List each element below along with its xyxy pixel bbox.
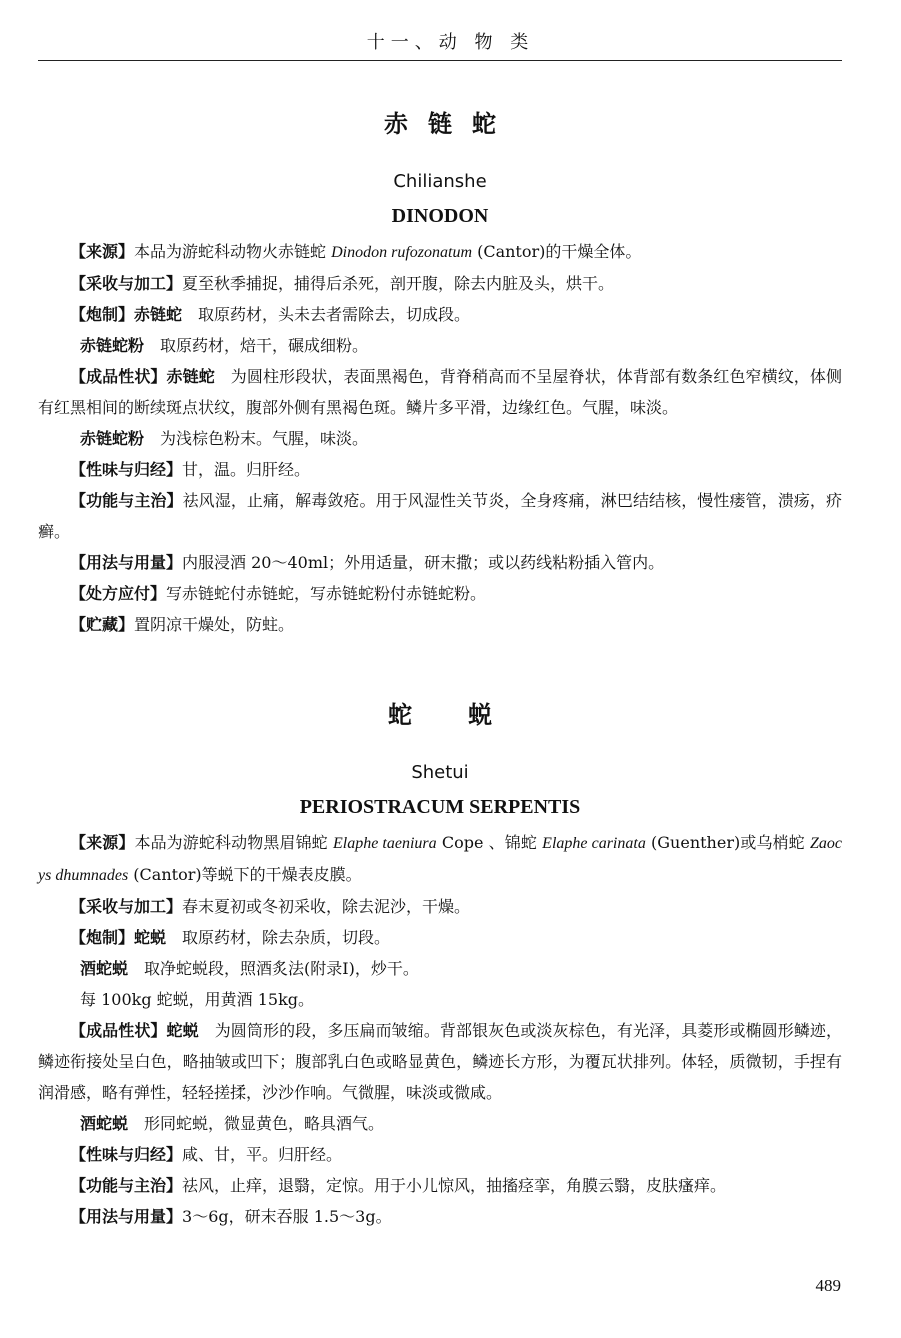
characteristics-subparagraph xyxy=(38,1108,842,1139)
section-label: 【性味与归经】 xyxy=(70,1145,183,1164)
subitem-label: 赤链蛇 xyxy=(166,367,215,386)
entry-latin-name: PERIOSTRACUM SERPENTIS xyxy=(299,796,581,818)
running-head: 十一、动 物 类 xyxy=(366,32,535,53)
entry-pinyin: Chilianshe xyxy=(393,171,487,192)
paragraph-text: 取原药材，头未去者需除去，切成段。 xyxy=(198,305,471,324)
paragraph-text: 为圆筒形的段，多压扁而皱缩。背部银灰色或淡灰棕色，有光泽，具菱形或椭圆形鳞迹，鳞迹衔接处呈白色，略抽皱或凹下；腹部乳白色或略显黄色，鳞迹长方形，为覆瓦状排列。体轻，质微韧，手捏有润滑感，略有弹性，轻轻搓揉，沙沙作响。气微腥，味淡或微咸。 xyxy=(38,1021,842,1102)
paragraph-text: 3～6g，研末吞服 1.5～3g。 xyxy=(182,1207,392,1226)
paragraph-text: 写赤链蛇付赤链蛇，写赤链蛇粉付赤链蛇粉。 xyxy=(166,584,487,603)
processing-subparagraph xyxy=(38,330,842,361)
subitem-label: 蛇蜕 xyxy=(134,928,167,947)
harvest-paragraph xyxy=(38,891,842,922)
section-label: 【功能与主治】 xyxy=(70,491,183,510)
paragraph-text: 取原药材，除去杂质，切段。 xyxy=(182,928,391,947)
subitem-label: 酒蛇蜕 xyxy=(80,1114,129,1133)
paragraph-text: 为浅棕色粉末。气腥，味淡。 xyxy=(160,429,369,448)
paragraph-text: (Cantor)等蜕下的干燥表皮膜。 xyxy=(128,865,362,884)
section-label: 【采收与加工】 xyxy=(70,897,183,916)
section-label: 【功能与主治】 xyxy=(70,1176,183,1195)
paragraph-text: 形同蛇蜕，微显黄色，略具酒气。 xyxy=(144,1114,385,1133)
paragraph-text: 夏至秋季捕捉，捕得后杀死，剖开腹，除去内脏及头，烘干。 xyxy=(182,274,615,293)
entry-title: 蛇蜕 xyxy=(388,700,548,729)
species-name: Zaocys dhumnades xyxy=(38,835,842,884)
paragraph-text: Cope 、锦蛇 xyxy=(436,833,543,852)
section-label: 【成品性状】 xyxy=(70,367,167,386)
source-paragraph xyxy=(38,236,842,268)
characteristics-paragraph xyxy=(38,361,842,423)
characteristics-subparagraph xyxy=(38,423,842,454)
storage-paragraph xyxy=(38,609,842,640)
paragraph-text: 内服浸酒 20～40ml；外用适量，研末撒；或以药线粘粉插入管内。 xyxy=(182,553,665,572)
paragraph-text: (Cantor)的干燥全体。 xyxy=(472,242,642,261)
header-rule xyxy=(38,60,842,61)
subitem-label: 酒蛇蜕 xyxy=(80,959,129,978)
section-label: 【用法与用量】 xyxy=(70,553,183,572)
paragraph-text: 取原药材，焙干，碾成细粉。 xyxy=(160,336,369,355)
section-label: 【处方应付】 xyxy=(70,584,167,603)
paragraph-text: 本品为游蛇科动物火赤链蛇 xyxy=(134,242,332,261)
paragraph-text: 祛风湿，止痛，解毒敛疮。用于风湿性关节炎，全身疼痛，淋巴结结核，慢性瘘管，溃疡，疥癣。 xyxy=(38,491,842,541)
paragraph-text: 置阴凉干燥处，防蛀。 xyxy=(134,615,295,634)
subitem-label: 赤链蛇 xyxy=(134,305,183,324)
prescription-paragraph xyxy=(38,578,842,609)
processing-note xyxy=(38,984,842,1015)
paragraph-text: 为圆柱形段状，表面黑褐色，背脊稍高而不呈屋脊状，体背部有数条红色窄横纹，体侧有红黑相间的断续斑点状纹，腹部外侧有黑褐色斑。鳞片多平滑，边缘红色。气腥，味淡。 xyxy=(38,367,842,417)
section-label: 【来源】 xyxy=(70,242,135,261)
section-label: 【来源】 xyxy=(70,833,135,852)
species-name: Dinodon rufozonatum xyxy=(331,244,473,261)
paragraph-text: 取净蛇蜕段，照酒炙法(附录Ⅰ)，炒干。 xyxy=(144,959,419,978)
nature-paragraph xyxy=(38,1139,842,1170)
subitem-label: 赤链蛇粉 xyxy=(80,429,145,448)
species-name: Elaphe carinata xyxy=(542,835,646,852)
entry-pinyin: Shetui xyxy=(411,762,469,783)
usage-paragraph xyxy=(38,547,842,578)
source-paragraph xyxy=(38,827,842,891)
processing-paragraph xyxy=(38,299,842,330)
entry-shetui xyxy=(38,695,842,1232)
nature-paragraph xyxy=(38,454,842,485)
processing-subparagraph xyxy=(38,953,842,984)
page-number: 489 xyxy=(815,1276,841,1295)
subitem-label: 赤链蛇粉 xyxy=(80,336,145,355)
section-label: 【用法与用量】 xyxy=(70,1207,183,1226)
section-label: 【炮制】 xyxy=(70,305,135,324)
paragraph-text: 祛风，止痒，退翳，定惊。用于小儿惊风，抽搐痉挛，角膜云翳，皮肤瘙痒。 xyxy=(182,1176,727,1195)
paragraph-text: (Guenther)或乌梢蛇 xyxy=(645,833,810,852)
section-label: 【性味与归经】 xyxy=(70,460,183,479)
section-label: 【贮藏】 xyxy=(70,615,135,634)
section-label: 【成品性状】 xyxy=(70,1021,167,1040)
section-label: 【炮制】 xyxy=(70,928,135,947)
paragraph-text: 每 100kg 蛇蜕，用黄酒 15kg。 xyxy=(80,990,315,1009)
functions-paragraph xyxy=(38,485,842,547)
species-name: Elaphe taeniura xyxy=(333,835,437,852)
characteristics-paragraph xyxy=(38,1015,842,1108)
processing-paragraph xyxy=(38,922,842,953)
entry-latin-name: DINODON xyxy=(391,205,489,227)
paragraph-text: 春末夏初或冬初采收，除去泥沙，干燥。 xyxy=(182,897,471,916)
entry-chilianshe xyxy=(38,104,842,640)
paragraph-text: 甘，温。归肝经。 xyxy=(182,460,311,479)
paragraph-text: 咸、甘，平。归肝经。 xyxy=(182,1145,343,1164)
entry-title: 赤链蛇 xyxy=(384,109,516,138)
usage-paragraph xyxy=(38,1201,842,1232)
paragraph-text: 本品为游蛇科动物黑眉锦蛇 xyxy=(134,833,333,852)
section-label: 【采收与加工】 xyxy=(70,274,183,293)
functions-paragraph xyxy=(38,1170,842,1201)
subitem-label: 蛇蜕 xyxy=(166,1021,199,1040)
harvest-paragraph xyxy=(38,268,842,299)
